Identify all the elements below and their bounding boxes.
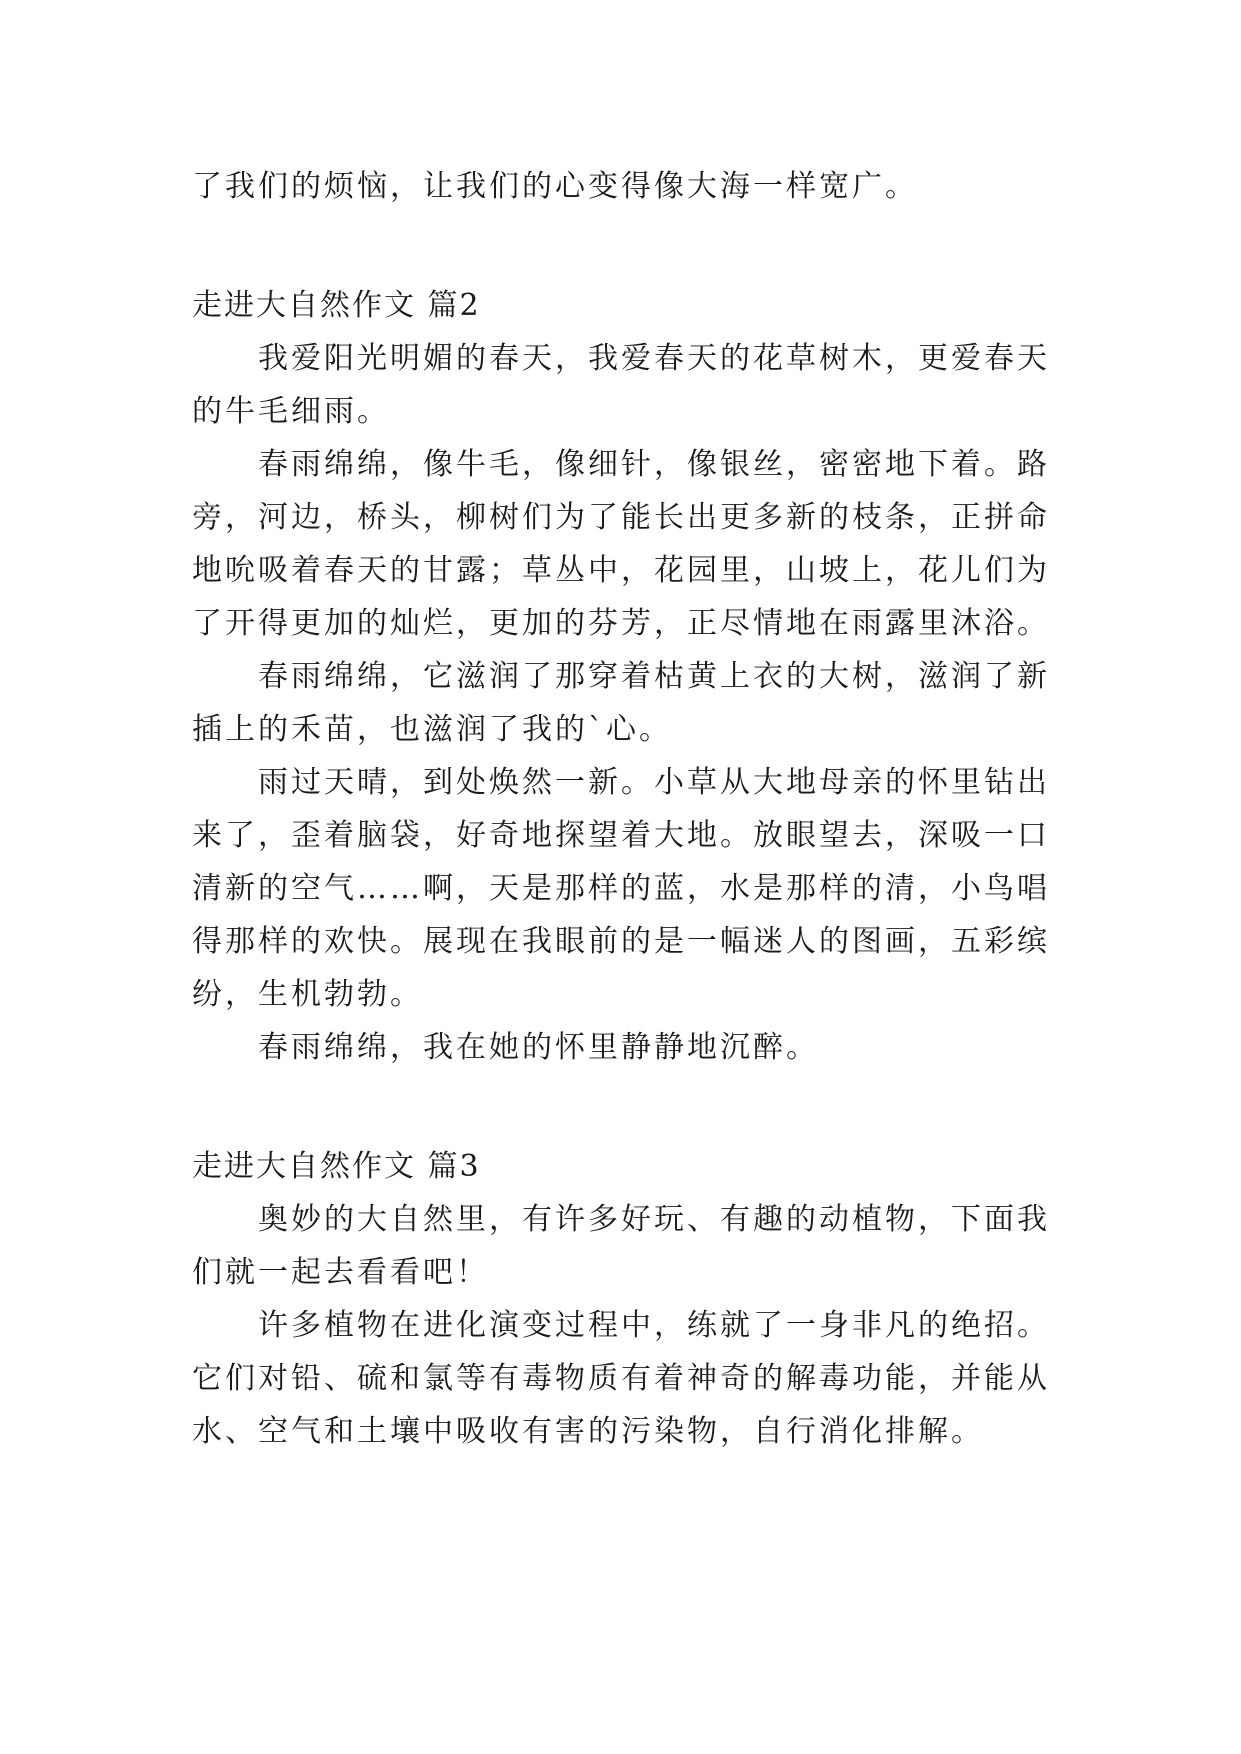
paragraph-line: 纷，生机勃勃。 (192, 977, 423, 1012)
paragraph-line: 的牛毛细雨。 (192, 394, 390, 429)
paragraph (192, 1299, 1072, 1458)
paragraph-line: 旁，河边，桥头，柳树们为了能长出更多新的枝条，正拼命 (192, 500, 1050, 535)
paragraph-line: 插上的禾苗，也滋润了我的`心。 (192, 712, 672, 747)
paragraph (192, 332, 1072, 438)
paragraph-line: 了开得更加的灿烂，更加的芬芳，正尽情地在雨露里沐浴。 (192, 606, 1050, 641)
paragraph-line: 许多植物在进化演变过程中，练就了一身非凡的绝招。 (258, 1308, 1050, 1343)
paragraph-line: 春雨绵绵，它滋润了那穿着枯黄上衣的大树，滋润了新 (258, 659, 1050, 694)
paragraph-line: 春雨绵绵，我在她的怀里静静地沉醉。 (258, 1030, 819, 1065)
section-heading: 走进大自然作文 篇3 (192, 1149, 481, 1184)
paragraph (192, 1193, 1072, 1299)
document-page (192, 160, 1072, 1458)
paragraph-line: 它们对铅、硫和氯等有毒物质有着神奇的解毒功能，并能从 (192, 1361, 1050, 1396)
section-gap (192, 1074, 1072, 1140)
section-3 (192, 1140, 1072, 1458)
paragraph-line: 清新的空气……啊，天是那样的蓝，水是那样的清，小鸟唱 (192, 871, 1050, 906)
section-gap (192, 213, 1072, 279)
paragraph (192, 756, 1072, 1021)
paragraph-line: 来了，歪着脑袋，好奇地探望着大地。放眼望去，深吸一口 (192, 818, 1050, 853)
paragraph-line: 雨过天晴，到处焕然一新。小草从大地母亲的怀里钻出 (258, 765, 1050, 800)
paragraph (192, 1021, 1072, 1074)
paragraph-line: 地吮吸着春天的甘露；草丛中，花园里，山坡上，花儿们为 (192, 553, 1050, 588)
paragraph-line: 水、空气和土壤中吸收有害的污染物，自行消化排解。 (192, 1414, 984, 1449)
paragraph-line: 们就一起去看看吧！ (192, 1255, 489, 1290)
intro-line: 了我们的烦恼，让我们的心变得像大海一样宽广。 (192, 169, 918, 204)
paragraph-line: 奥妙的大自然里，有许多好玩、有趣的动植物，下面我 (258, 1202, 1050, 1237)
paragraph-line: 我爱阳光明媚的春天，我爱春天的花草树木，更爱春天 (258, 341, 1050, 376)
section-2 (192, 279, 1072, 1074)
paragraph (192, 650, 1072, 756)
paragraph (192, 438, 1072, 650)
paragraph-line: 得那样的欢快。展现在我眼前的是一幅迷人的图画，五彩缤 (192, 924, 1050, 959)
paragraph-line: 春雨绵绵，像牛毛，像细针，像银丝，密密地下着。路 (258, 447, 1050, 482)
section-heading: 走进大自然作文 篇2 (192, 288, 481, 323)
